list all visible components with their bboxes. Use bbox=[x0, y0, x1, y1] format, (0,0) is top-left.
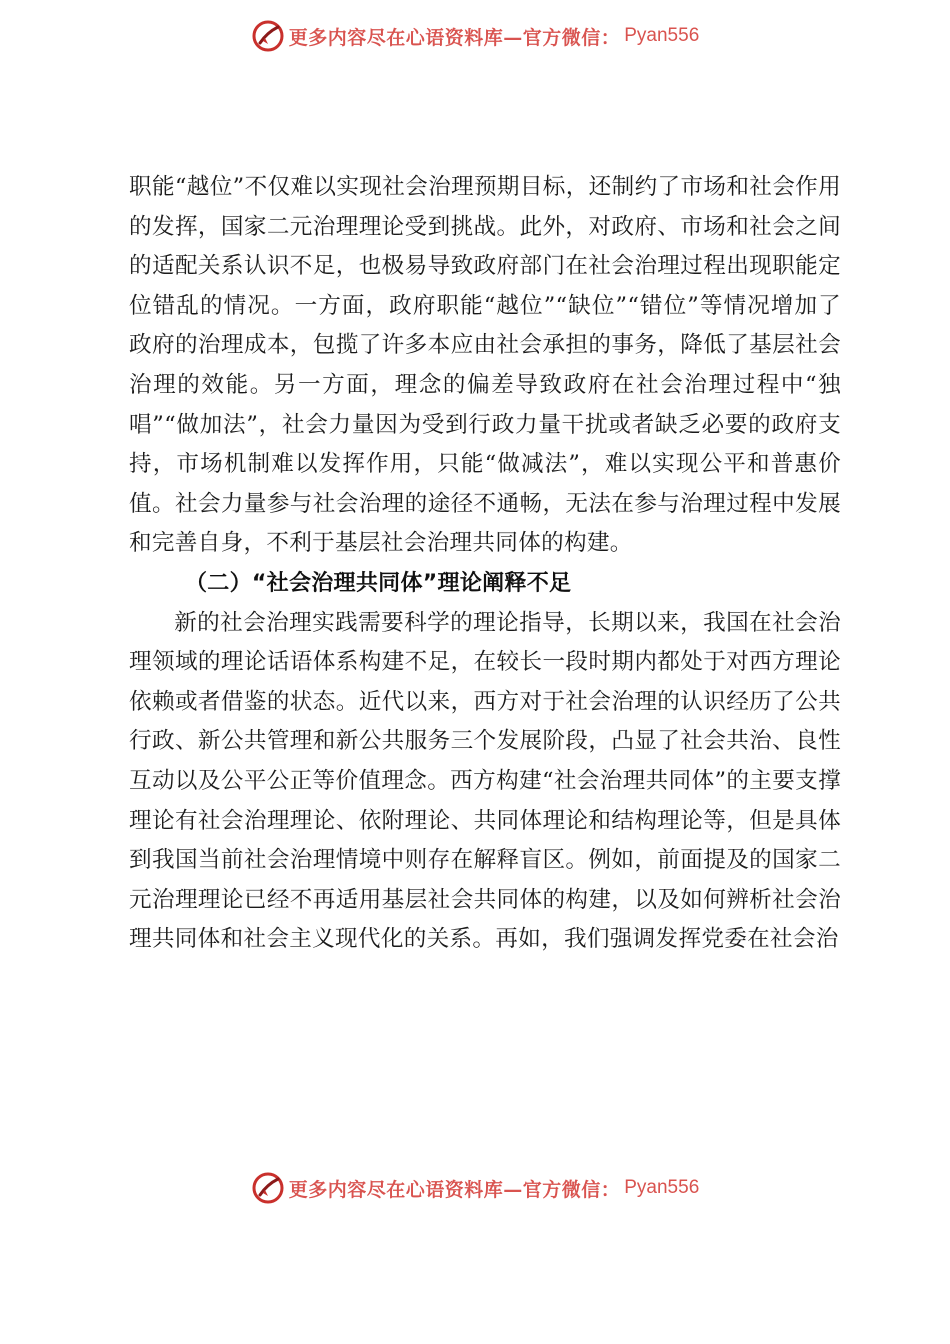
document-body bbox=[129, 168, 841, 960]
section-heading: （二）“社会治理共同体”理论阐释不足 bbox=[185, 570, 572, 596]
watermark-content bbox=[251, 19, 700, 53]
paragraph-continuation: 职能“越位”不仅难以实现社会治理预期目标，还制约了市场和社会作用的发挥，国家二元治理理论受到挑战。此外，对政府、市场和社会之间的适配关系认识不足，也极易导致政府部门在社会治理过程出现职能定位错乱的情况。一方面，政府职能“越位”“缺位”“错位”等情况增加了政府的治理成本，包揽了许多本应由社会承担的事务，降低了基层社会治理的效能。另一方面，理念的偏差导致政府在社会治理过程中“独唱”“做加法”，社会力量因为受到行政力量干扰或者缺乏必要的政府支持，市场机制难以发挥作用，只能“做减法”，难以实现公平和普惠价值。社会力量参与社会治理的途径不通畅，无法在参与治理过程中发展和完善自身，不利于基层社会治理共同体的构建。 bbox=[129, 174, 841, 557]
watermark-banner-bottom bbox=[0, 1166, 950, 1210]
watermark-text: 更多内容尽在心语资料库—官方微信： bbox=[288, 26, 621, 49]
watermark-wechat-id: Pyan556 bbox=[624, 25, 700, 46]
watermark-content bbox=[251, 1171, 700, 1205]
watermark-wechat-id: Pyan556 bbox=[624, 1177, 700, 1198]
paragraph-section-2: 新的社会治理实践需要科学的理论指导，长期以来，我国在社会治理领域的理论话语体系构建不足，在较长一段时期内都处于对西方理论依赖或者借鉴的状态。近代以来，西方对于社会治理的认识经历了公共行政、新公共管理和新公共服务三个发展阶段，凸显了社会共治、良性互动以及公平公正等价值理念。西方构建“社会治理共同体”的主要支撑理论有社会治理理论、依附理论、共同体理论和结构理论等，但是具体到我国当前社会治理情境中则存在解释盲区。例如，前面提及的国家二元治理理论已经不再适用基层社会共同体的构建，以及如何辨析社会治理共同体和社会主义现代化的关系。再如，我们强调发挥党委在社会治 bbox=[129, 609, 841, 953]
brush-circle-logo-icon bbox=[251, 1171, 285, 1205]
brush-circle-logo-icon bbox=[251, 19, 285, 53]
watermark-text: 更多内容尽在心语资料库—官方微信： bbox=[288, 1178, 621, 1201]
watermark-banner-top bbox=[0, 14, 950, 58]
